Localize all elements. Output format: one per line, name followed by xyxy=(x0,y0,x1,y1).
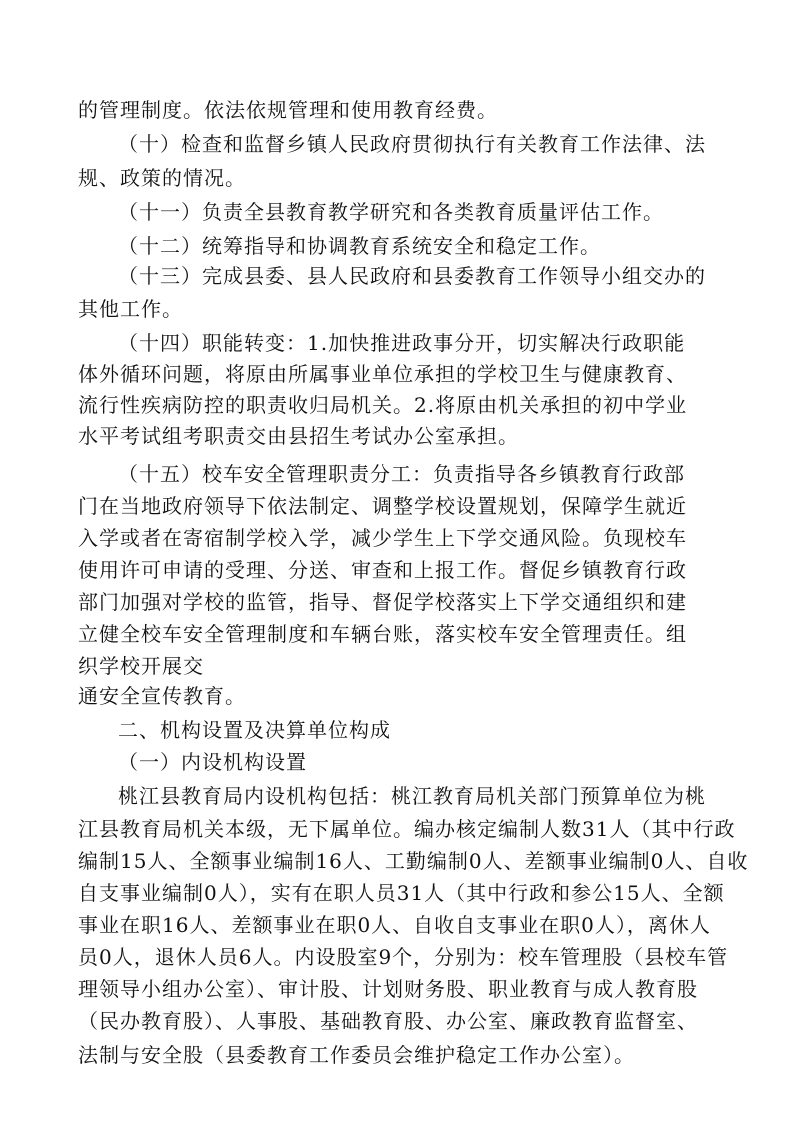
text-line: 理领导小组办公室）、审计股、计划财务股、职业教育与成人教育股 xyxy=(78,977,698,1001)
text-line: （民办教育股）、人事股、基础教育股、办公室、廉政教育监督室、 xyxy=(78,1009,698,1033)
text-line: 自支事业编制0人），实有在职人员31人（其中行政和参公15人、全额 xyxy=(78,881,725,905)
text-line: 使用许可申请的受理、分送、审查和上报工作。督促乡镇教育行政 xyxy=(78,558,687,582)
subsection-heading: （一）内设机构设置 xyxy=(118,750,307,774)
text-line: 入学或者在寄宿制学校入学，减少学生上下学交通风险。负现校车 xyxy=(78,526,687,550)
text-line: 水平考试组考职责交由县招生考试办公室承担。 xyxy=(78,424,519,448)
section-heading: 二、机构设置及决算单位构成 xyxy=(118,718,391,742)
text-line: 通安全宣传教育。 xyxy=(78,684,246,708)
text-line: 体外循环问题，将原由所属事业单位承担的学校卫生与健康教育、 xyxy=(78,362,687,386)
text-line: （十四）职能转变：1.加快推进政事分开，切实解决行政职能 xyxy=(118,331,686,355)
text-line: 门在当地政府领导下依法制定、调整学校设置规划，保障学生就近 xyxy=(78,494,687,518)
text-line: 桃江县教育局内设机构包括：桃江教育局机关部门预算单位为桃 xyxy=(118,784,706,808)
text-line: 规、政策的情况。 xyxy=(78,166,246,190)
text-line: （十一）负责全县教育教学研究和各类教育质量评估工作。 xyxy=(118,200,664,224)
text-line: （十）检查和监督乡镇人民政府贯彻执行有关教育工作法律、法 xyxy=(118,132,706,156)
text-line: 江县教育局机关本级，无下属单位。编办核定编制人数31人（其中行政 xyxy=(78,817,736,841)
text-line: 其他工作。 xyxy=(78,297,183,321)
text-line: 流行性疾病防控的职责收归局机关。2.将原由机关承担的初中学业 xyxy=(78,393,688,417)
text-line: 员0人，退休人员6人。内设股室9个，分别为：校车管理股（县校车管 xyxy=(78,945,729,969)
text-line: 的管理制度。依法依规管理和使用教育经费。 xyxy=(78,98,498,122)
text-line: （十三）完成县委、县人民政府和县委教育工作领导小组交办的 xyxy=(118,264,706,288)
text-line: 部门加强对学校的监管，指导、督促学校落实上下学交通组织和建 xyxy=(78,590,687,614)
text-line: 编制15人、全额事业编制16人、工勤编制0人、差额事业编制0人、自收 xyxy=(78,849,749,873)
text-line: 法制与安全股（县委教育工作委员会维护稳定工作办公室）。 xyxy=(78,1043,635,1067)
text-line: 立健全校车安全管理制度和车辆台账，落实校车安全管理责任。组 xyxy=(78,622,687,646)
text-line: （十五）校车安全管理职责分工：负责指导各乡镇教育行政部 xyxy=(118,462,685,486)
text-line: 事业在职16人、差额事业在职0人、自收自支事业在职0人），离休人 xyxy=(78,913,711,937)
text-line: 织学校开展交 xyxy=(78,654,204,678)
text-line: （十二）统筹指导和协调教育系统安全和稳定工作。 xyxy=(118,234,601,258)
